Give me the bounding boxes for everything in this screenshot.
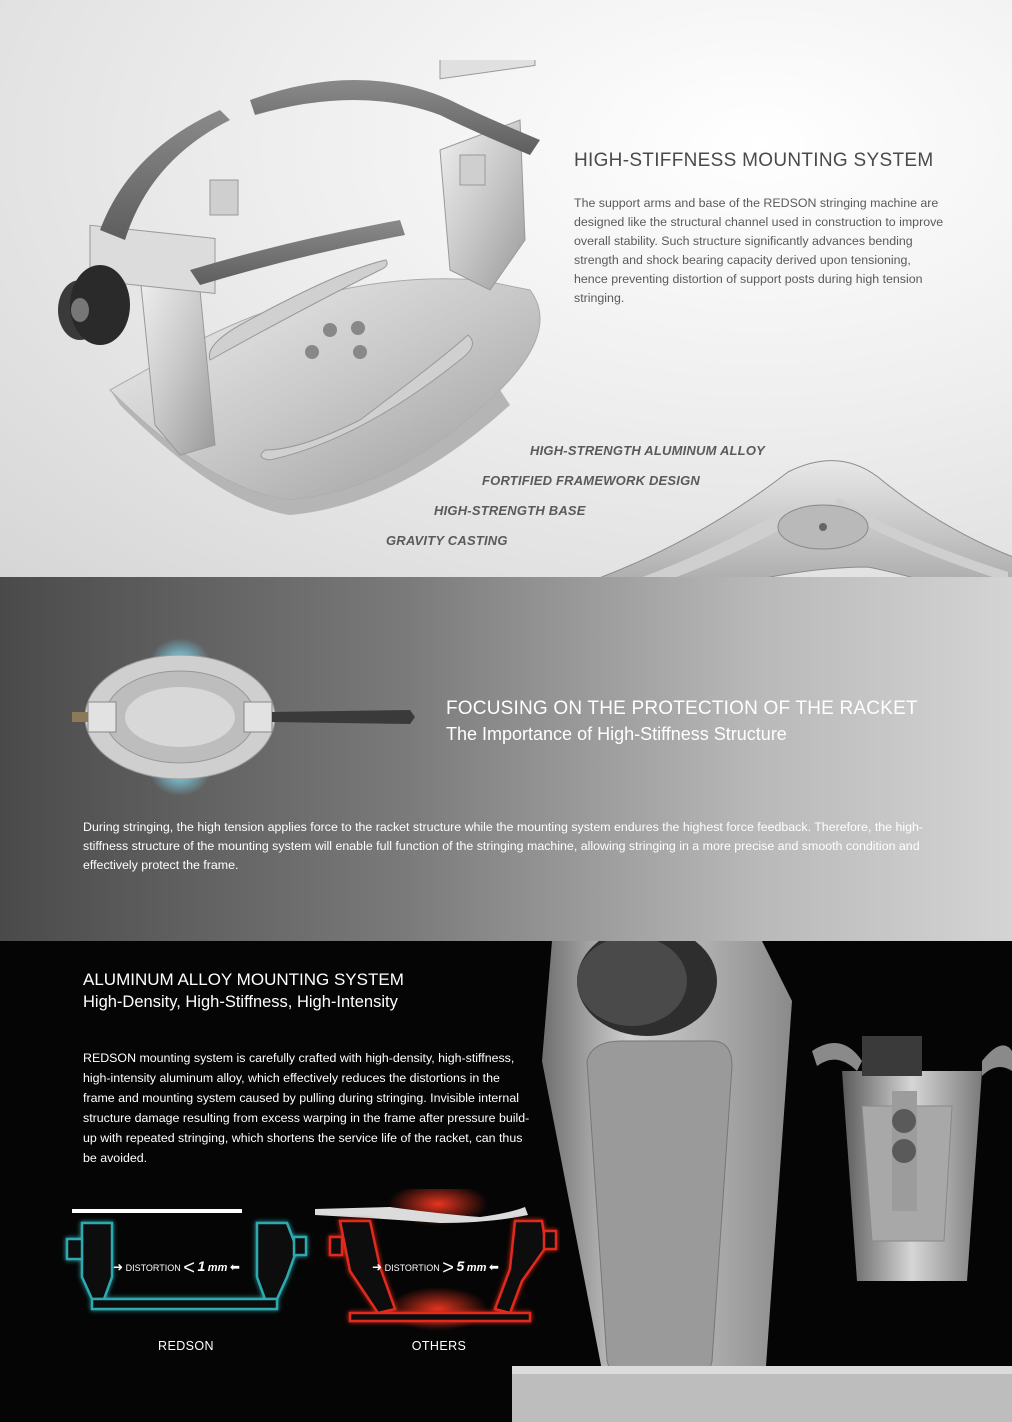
protection-title: FOCUSING ON THE PROTECTION OF THE RACKET (446, 698, 918, 719)
mounting-description: The support arms and base of the REDSON stringing machine are designed like the structural channel used in construction to improve overall stability. Such structure significantly advances bending strength and shock bearing capacity derived upon tensioning, hence preventing distortion of support posts during high tension stringing. (574, 196, 944, 305)
alloy-subtitle: High-Density, High-Stiffness, High-Intensity (83, 993, 398, 1011)
feature-framework-design: FORTIFIED FRAMEWORK DESIGN (482, 473, 701, 488)
others-distortion-readout (372, 1257, 499, 1280)
protection-subtitle: The Importance of High-Stiffness Structure (446, 724, 787, 744)
alloy-title: ALUMINUM ALLOY MOUNTING SYSTEM (83, 970, 404, 989)
redson-distortion-unit: mm (207, 1262, 228, 1274)
redson-distortion-symbol: < (183, 1257, 195, 1279)
others-distortion-unit: mm (466, 1262, 487, 1274)
arrow-right-icon: ➜ (113, 1260, 124, 1274)
feature-gravity-casting: GRAVITY CASTING (386, 533, 508, 548)
arrow-left-icon: ⬅ (488, 1260, 499, 1274)
protection-section (0, 577, 1012, 941)
redson-distortion-readout (113, 1257, 240, 1280)
racket-frame-image (70, 632, 430, 802)
alloy-section (0, 941, 1012, 1422)
arrow-right-icon: ➜ (372, 1260, 383, 1274)
redson-distortion-value: 1 (197, 1258, 206, 1274)
base-casting-image (538, 447, 1012, 577)
arrow-left-icon: ⬅ (229, 1260, 240, 1274)
others-distortion-value: 5 (456, 1258, 465, 1274)
others-distortion-symbol: > (442, 1257, 454, 1279)
others-distortion-label: DISTORTION (384, 1263, 440, 1273)
others-label: OTHERS (411, 1339, 467, 1353)
mounting-section (0, 0, 1012, 577)
protection-description: During stringing, the high tension applies force to the racket structure while the mounting system endures the highest force feedback. Therefore, the high-stiffness structure of the mounting system will enable full function of the stringing machine, allowing stringing in a more precise and smooth condition and effectively protect the frame. (83, 820, 924, 872)
feature-aluminum-alloy: HIGH-STRENGTH ALUMINUM ALLOY (530, 443, 766, 458)
redson-label: REDSON (158, 1339, 214, 1353)
feature-strength-base: HIGH-STRENGTH BASE (434, 503, 586, 518)
mounting-title: HIGH-STIFFNESS MOUNTING SYSTEM (574, 150, 934, 171)
mounting-post-closeup-image (512, 941, 1012, 1422)
redson-distortion-label: DISTORTION (125, 1263, 181, 1273)
mounting-frame-image (40, 60, 600, 577)
alloy-description: REDSON mounting system is carefully crafted with high-density, high-stiffness, high-intensity aluminum alloy, which effectively reduces the distortions in the frame and mounting system caused by pulling during stringing. Invisible internal structure damage resulting from excess warping in the frame after pressure build-up with repeated stringing, which shortens the service life of the racket, can thus be avoided. (83, 1051, 530, 1165)
